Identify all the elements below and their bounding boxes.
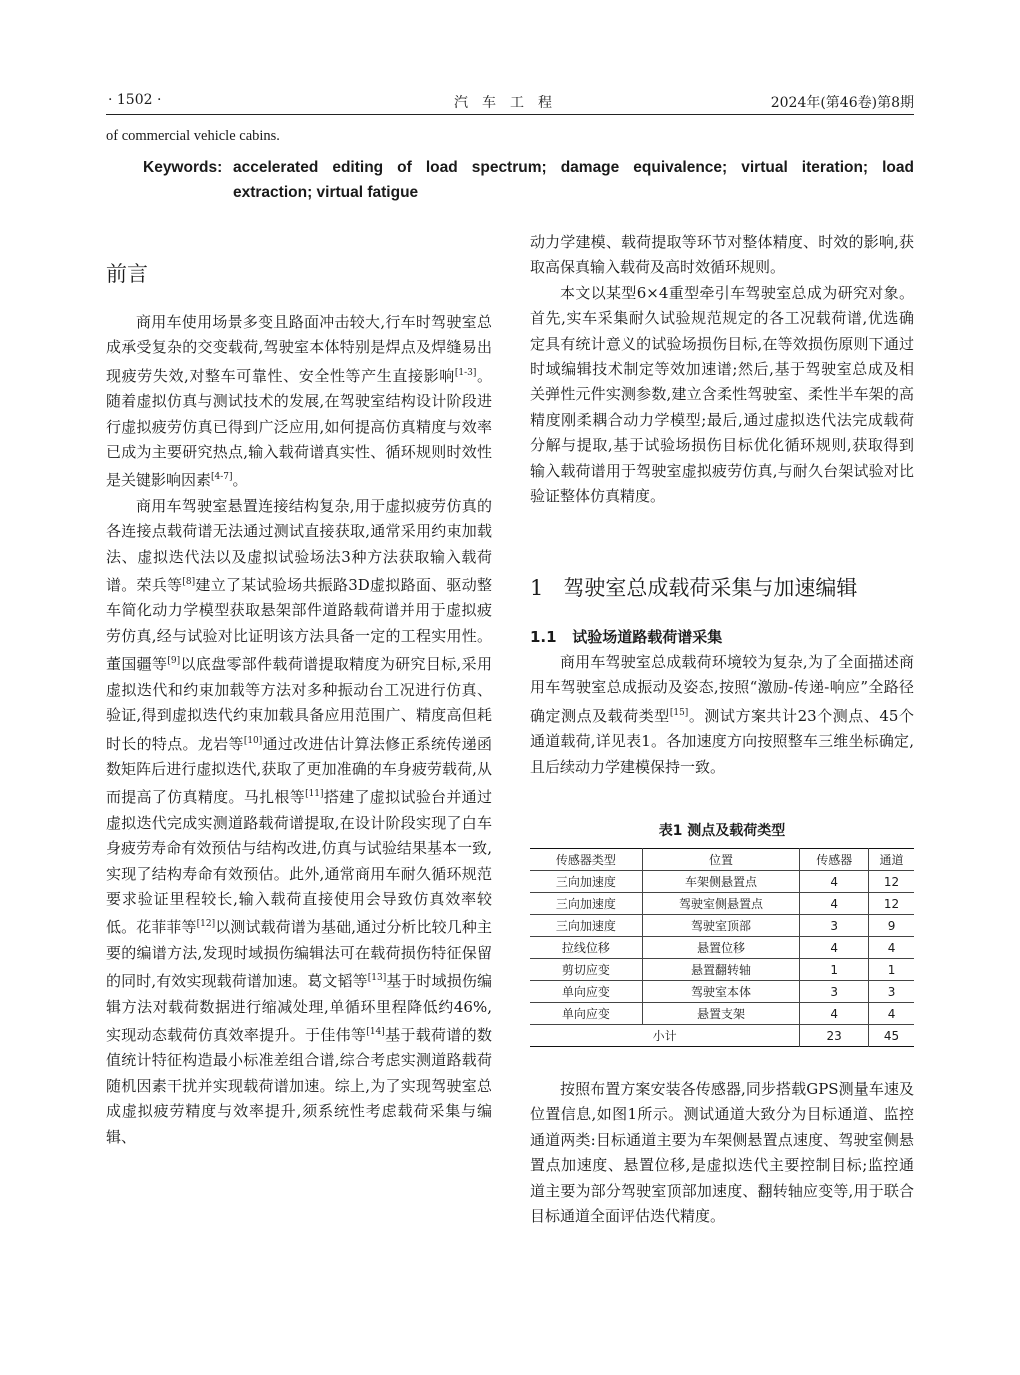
table-header-cell: 传感器类型 [530, 849, 642, 871]
table-cell: 单向应变 [530, 1003, 642, 1025]
table-row [530, 959, 914, 981]
section-1-heading: 1 驾驶室总成载荷采集与加速编辑 [530, 576, 858, 600]
abstract-tail: of commercial vehicle cabins. [106, 128, 280, 144]
table-row [530, 915, 914, 937]
journal-name: 汽车工程 [454, 95, 566, 111]
table-cell: 3 [800, 981, 869, 1003]
table-row [530, 871, 914, 893]
table-cell: 4 [869, 937, 914, 959]
header-rule [106, 114, 914, 115]
table-cell: 驾驶室顶部 [642, 915, 800, 937]
keywords-line-2: extraction; virtual fatigue [233, 184, 419, 201]
table-header-cell: 位置 [642, 849, 800, 871]
running-header [106, 90, 914, 114]
table-header-cell: 传感器 [800, 849, 869, 871]
table-cell: 4 [800, 937, 869, 959]
table-cell: 4 [800, 1003, 869, 1025]
table-cell: 4 [800, 893, 869, 915]
measurement-paragraph: 商用车驾驶室总成载荷环境较为复杂,为了全面描述商用车驾驶室总成振动及姿态,按照“激励-传递-响应”全路径确定测点及载荷类型[15]。测试方案共计23个测点、45个通道载荷,详见表1。各加速度方向按照整车三维坐标确定,且后续动力学建模保持一致。 [530, 653, 914, 776]
table-cell: 12 [869, 893, 914, 915]
page-number: · 1502 · [108, 92, 162, 108]
table-cell: 4 [869, 1003, 914, 1025]
table-cell: 驾驶室侧悬置点 [642, 893, 800, 915]
table-cell: 3 [800, 915, 869, 937]
table-cell: 悬置翻转轴 [642, 959, 800, 981]
table-cell: 三向加速度 [530, 893, 642, 915]
table-cell: 1 [800, 959, 869, 981]
table-cell: 单向应变 [530, 981, 642, 1003]
table-row [530, 981, 914, 1003]
table-cell: 4 [800, 871, 869, 893]
table-cell: 3 [869, 981, 914, 1003]
intro-heading: 前言 [106, 262, 148, 286]
subsection-1-1-heading: 1.1 试验场道路载荷谱采集 [530, 628, 723, 646]
subsection-1-1-body [530, 650, 914, 780]
table-row [530, 893, 914, 915]
table-cell: 拉线位移 [530, 937, 642, 959]
sensor-layout-paragraph: 按照布置方案安装各传感器,同步搭载GPS测量车速及位置信息,如图1所示。测试通道大致分为目标通道、监控通道两类:目标通道主要为车架侧悬置点速度、驾驶室侧悬置点加速度、悬置位移,是虚拟迭代主要控制目标;监控通道主要为部分驾驶室顶部加速度、翻转轴应变等,用于联合目标通道全面评估迭代精度。 [530, 1080, 914, 1226]
table-cell: 45 [869, 1025, 914, 1047]
table-cell: 悬置位移 [642, 937, 800, 959]
keywords-label: Keywords: [143, 159, 223, 176]
table-cell: 1 [869, 959, 914, 981]
paper-aim-paragraph: 本文以某型6×4重型牵引车驾驶室总成为研究对象。首先,实车采集耐久试验规范规定的各工况载荷谱,优选确定具有统计意义的试验场损伤目标,在等效损伤原则下通过时域编辑技术制定等效加速谱;然后,基于驾驶室总成及相关弹性元件实测参数,建立含柔性驾驶室、柔性半车架的高精度刚柔耦合动力学模型;最后,通过虚拟迭代法完成载荷分解与提取,基于试验场损伤目标优化循环规则,获取得到输入载荷谱用于驾驶室虚拟疲劳仿真,与耐久台架试验对比验证整体仿真精度。 [530, 283, 914, 506]
table-cell: 三向加速度 [530, 915, 642, 937]
table-row [530, 937, 914, 959]
keywords-line-1: accelerated editing of load spectrum; damage equivalence; virtual iteration; load [233, 159, 914, 176]
table-cell: 悬置支架 [642, 1003, 800, 1025]
table-header-cell: 通道 [869, 849, 914, 871]
table-cell: 12 [869, 871, 914, 893]
intro-paragraph-2: 商用车驾驶室悬置连接结构复杂,用于虚拟疲劳仿真的各连接点载荷谱无法通过测试直接获取,通常采用约束加载法、虚拟迭代法以及虚拟试验场法3种方法获取输入载荷谱。荣兵等[8]建立了某试验场共振路3D虚拟路面、驱动整车简化动力学模型获取悬架部件道路载荷谱并用于虚拟疲劳仿真,经与试验对比证明该方法具备一定的工程实用性。董国疆等[9]以底盘零部件载荷谱提取精度为研究目标,采用虚拟迭代和约束加载等方法对多种振动台工况进行仿真、验证,得到虚拟迭代约束加载具备应用范围广、精度高但耗时长的特点。龙岩等[10]通过改进估计算法修正系统传递函数矩阵后进行虚拟迭代,获取了更加准确的车身疲劳载荷,从而提高了仿真精度。马扎根等[11]搭建了虚拟试验台并通过虚拟迭代完成实测道路载荷谱提取,在设计阶段实现了白车身疲劳寿命有效预估与结构改进,仿真与试验结果基本一致,实现了结构寿命有效预估。此外,通常商用车耐久循环规范要求验证里程较长,输入载荷直接使用会导致仿真效率较低。花菲菲等[12]以测试载荷谱为基础,通过分析比较几种主要的编谱方法,发现时域损伤编辑法可在载荷损伤特征保留的同时,有效实现载荷谱加速。葛文韬等[13]基于时域损伤编辑方法对载荷数据进行缩减处理,单循环里程降低约46%,实现动态载荷仿真效率提升。于佳伟等[14]基于载荷谱的数值统计特征构造最小标准差组合谱,综合考虑实测道路载荷随机因素干扰并实现载荷谱加速。综上,为了实现驾驶室总成虚拟疲劳精度与效率提升,须系统性考虑载荷采集与编辑、 [106, 496, 492, 1146]
table-cell: 驾驶室本体 [642, 981, 800, 1003]
table-row [530, 1003, 914, 1025]
intro-paragraph-1: 商用车使用场景多变且路面冲击较大,行车时驾驶室总成承受复杂的交变载荷,驾驶室本体特别是焊点及焊缝易出现疲劳失效,对整车可靠性、安全性等产生直接影响[1-3]。随着虚拟仿真与测试技术的发展,在驾驶室结构设计阶段进行虚拟疲劳仿真已得到广泛应用,如何提高仿真精度与效率已成为主要研究热点,输入载荷谱真实性、循环规则时效性是关键影响因素[4-7]。 [106, 313, 492, 490]
table-cell: 9 [869, 915, 914, 937]
continued-paragraph: 动力学建模、载荷提取等环节对整体精度、时效的影响,获取高保真输入载荷及高时效循环规则。 [530, 233, 914, 277]
left-column [106, 310, 492, 1150]
right-column-bottom [530, 1077, 914, 1229]
issue-info: 2024年(第46卷)第8期 [770, 95, 914, 111]
table-header-row [530, 849, 914, 871]
right-column-top [530, 230, 914, 509]
table-cell: 车架侧悬置点 [642, 871, 800, 893]
table-1-caption: 表1 测点及载荷类型 [658, 823, 786, 839]
table-total-row [530, 1025, 914, 1047]
table-cell: 三向加速度 [530, 871, 642, 893]
table-cell: 小计 [530, 1025, 800, 1047]
table-1 [530, 848, 914, 1047]
table-cell: 剪切应变 [530, 959, 642, 981]
table-cell: 23 [800, 1025, 869, 1047]
